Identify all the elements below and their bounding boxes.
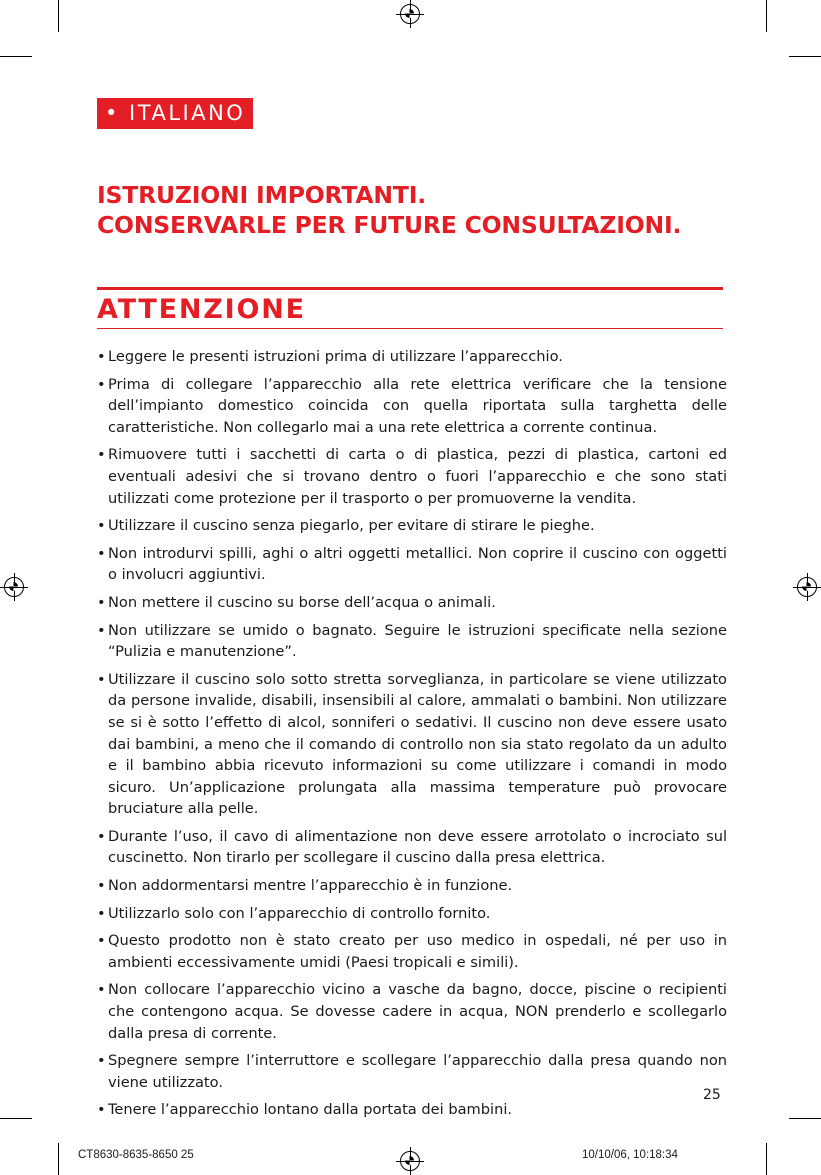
language-tab: • ITALIANO bbox=[97, 98, 253, 129]
list-item: • Questo prodotto non è stato creato per uso medico in ospedali, né per uso in ambienti eccessivamente umidi (Paesi tropicali e simili). bbox=[97, 930, 727, 973]
list-item: • Prima di collegare l’apparecchio alla rete elettrica verificare che la tensione dell’impianto domestico coincida con quella riportata sulla targhetta delle caratteristiche. Non collegarlo mai a una rete elettrica a corrente continua. bbox=[97, 374, 727, 439]
crop-mark bbox=[58, 1143, 59, 1175]
page-number: 25 bbox=[703, 1087, 721, 1103]
registration-mark-icon bbox=[4, 577, 24, 597]
print-slug-file: CT8630-8635-8650 25 bbox=[78, 1149, 194, 1161]
title-line-1: ISTRUZIONI IMPORTANTI. bbox=[97, 181, 426, 209]
crop-mark bbox=[789, 1118, 821, 1119]
list-item: • Non collocare l’apparecchio vicino a vasche da bagno, docce, piscine o recipienti che contengono acqua. Se dovesse cadere in acqua, NON prenderlo e scollegarlo dalla presa di corrente. bbox=[97, 979, 727, 1044]
list-item: • Non addormentarsi mentre l’apparecchio è in funzione. bbox=[97, 875, 727, 897]
crop-mark bbox=[766, 1143, 767, 1175]
list-item: • Utilizzare il cuscino senza piegarlo, per evitare di stirare le pieghe. bbox=[97, 515, 727, 537]
page-title bbox=[97, 180, 737, 240]
list-item: • Non utilizzare se umido o bagnato. Seguire le istruzioni specificate nella sezione “Pulizia e manutenzione”. bbox=[97, 620, 727, 663]
list-item: • Spegnere sempre l’interruttore e scollegare l’apparecchio dalla presa quando non viene utilizzato. bbox=[97, 1050, 727, 1093]
crop-mark bbox=[766, 0, 767, 32]
crop-mark bbox=[0, 56, 32, 57]
list-item: • Durante l’uso, il cavo di alimentazione non deve essere arrotolato o incrociato sul cuscinetto. Non tirarlo per scollegare il cuscino dalla presa elettrica. bbox=[97, 826, 727, 869]
crop-mark bbox=[0, 1118, 32, 1119]
list-item: • Tenere l’apparecchio lontano dalla portata dei bambini. bbox=[97, 1099, 727, 1121]
registration-mark-icon bbox=[797, 577, 817, 597]
list-item: • Non mettere il cuscino su borse dell’acqua o animali. bbox=[97, 592, 727, 614]
crop-mark bbox=[789, 56, 821, 57]
warning-list bbox=[97, 346, 727, 1127]
registration-mark-icon bbox=[400, 4, 420, 24]
list-item: • Utilizzare il cuscino solo sotto stretta sorveglianza, in particolare se viene utilizzato da persone invalide, disabili, insensibili al calore, ammalati o bambini. Non utilizzare se si è sotto l’effetto di alcol, sonniferi o sedativi. Il cuscino non deve essere usato dai bambini, a meno che il comando di controllo non sia stato regolato da un adulto e il bambino abbia ricevuto informazioni su come utilizzare i comandi in modo sicuro. Un’applicazione prolungata alla massima temperature può provocare bruciature alla pelle. bbox=[97, 669, 727, 820]
section-heading: ATTENZIONE bbox=[97, 294, 306, 325]
list-item: • Leggere le presenti istruzioni prima di utilizzare l’apparecchio. bbox=[97, 346, 727, 368]
registration-mark-icon bbox=[400, 1151, 420, 1171]
section-divider bbox=[97, 287, 723, 290]
heading-underline bbox=[97, 328, 723, 329]
print-slug-timestamp: 10/10/06, 10:18:34 bbox=[582, 1149, 678, 1161]
crop-mark bbox=[58, 0, 59, 32]
list-item: • Non introdurvi spilli, aghi o altri oggetti metallici. Non coprire il cuscino con oggetti o involucri aggiuntivi. bbox=[97, 543, 727, 586]
title-line-2: CONSERVARLE PER FUTURE CONSULTAZIONI. bbox=[97, 211, 682, 239]
list-item: • Utilizzarlo solo con l’apparecchio di controllo fornito. bbox=[97, 903, 727, 925]
list-item: • Rimuovere tutti i sacchetti di carta o di plastica, pezzi di plastica, cartoni ed eventuali adesivi che si trovano dentro o fuori l’apparecchio e che sono stati utilizzati come protezione per il trasporto o per promuoverne la vendita. bbox=[97, 444, 727, 509]
